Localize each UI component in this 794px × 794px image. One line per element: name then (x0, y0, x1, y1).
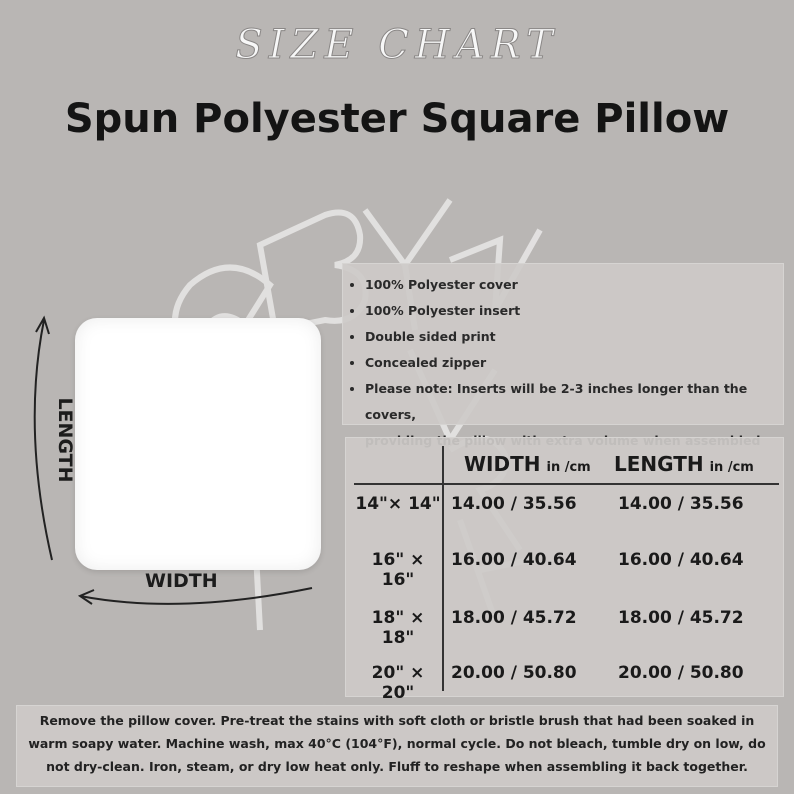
length-column-header: LENGTH in /cm (614, 452, 754, 476)
care-line: warm soapy water. Machine wash, max 40°C (104°F), normal cycle. Do not bleach, tumble dry on low, do (28, 736, 766, 751)
size-label: 14"× 14" (355, 494, 441, 514)
table-divider-horizontal (354, 483, 779, 485)
size-chart-script-title: SIZE CHART (235, 22, 559, 68)
width-value: 14.00 / 35.56 (451, 494, 577, 514)
width-value: 18.00 / 45.72 (451, 608, 577, 628)
length-value: 20.00 / 50.80 (618, 663, 744, 683)
care-line: not dry-clean. Iron, steam, or dry low heat only. Fluff to reshape when assembling it back together. (46, 759, 748, 774)
care-instructions (16, 705, 778, 787)
care-line: Remove the pillow cover. Pre-treat the stains with soft cloth or bristle brush that had been soaked in (39, 713, 755, 728)
length-value: 14.00 / 35.56 (618, 494, 744, 514)
length-value: 18.00 / 45.72 (618, 608, 744, 628)
size-label: 16" × 16" (371, 550, 425, 590)
feature-item: • Concealed zipper (365, 350, 773, 376)
size-label: 20" × 20" (371, 663, 425, 703)
size-table (345, 437, 784, 703)
width-value: 20.00 / 50.80 (451, 663, 577, 683)
size-label: 18" × 18" (371, 608, 425, 648)
length-value: 16.00 / 40.64 (618, 550, 744, 570)
feature-item: • Double sided print (365, 324, 773, 350)
feature-item: • 100% Polyester cover (365, 272, 773, 298)
length-unit: in /cm (709, 460, 754, 475)
width-column-header: WIDTH in /cm (464, 452, 591, 476)
features-panel (342, 263, 784, 425)
length-label: LENGTH (54, 397, 76, 483)
feature-item: • Please note: Inserts will be 2-3 inches longer than the covers, (365, 376, 773, 428)
feature-item: • 100% Polyester insert (365, 298, 773, 324)
width-label: WIDTH (145, 570, 218, 592)
features-list (343, 264, 783, 454)
page-title: Spun Polyester Square Pillow (64, 96, 730, 142)
width-unit: in /cm (546, 460, 591, 475)
width-value: 16.00 / 40.64 (451, 550, 577, 570)
